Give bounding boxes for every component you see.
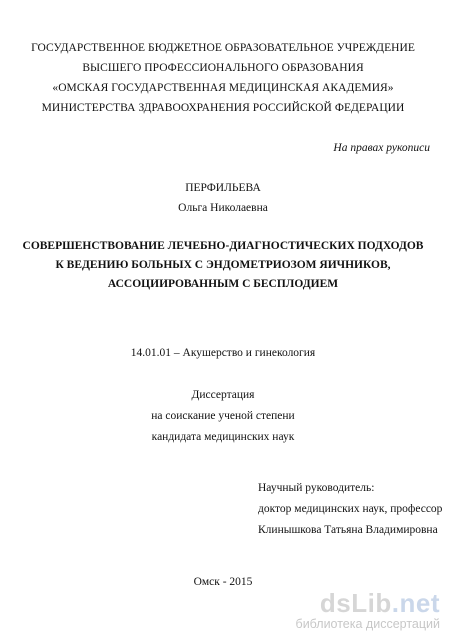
institution-line: ВЫСШЕГО ПРОФЕССИОНАЛЬНОГО ОБРАЗОВАНИЯ — [82, 62, 364, 74]
degree-line: на соискание ученой степени — [151, 410, 295, 422]
dslib-watermark — [296, 590, 440, 631]
supervisor-block — [258, 480, 442, 543]
degree-line: Диссертация — [191, 389, 255, 401]
supervisor-line: Клинышкова Татьяна Владимировна — [258, 524, 438, 536]
author-given-names: Ольга Николаевна — [178, 202, 268, 214]
degree-block — [0, 387, 450, 450]
watermark-subtitle: библиотека диссертаций — [295, 617, 440, 631]
specialty-code: 14.01.01 – Акушерство и гинекология — [130, 347, 316, 359]
degree-line: кандидата медицинских наук — [151, 431, 295, 443]
institution-header — [0, 40, 450, 120]
manuscript-note: На правах рукописи — [333, 142, 430, 154]
title-line: К ВЕДЕНИЮ БОЛЬНЫХ С ЭНДОМЕТРИОЗОМ ЯИЧНИКОВ, — [55, 259, 391, 271]
watermark-logo-suffix: .net — [391, 588, 440, 618]
supervisor-line: Научный руководитель: — [258, 482, 375, 494]
title-line: АССОЦИИРОВАННЫМ С БЕСПЛОДИЕМ — [107, 278, 339, 290]
author-block — [0, 180, 450, 220]
watermark-logo-main: dsLib — [319, 588, 392, 618]
author-surname: ПЕРФИЛЬЕВА — [185, 182, 261, 194]
title-line: СОВЕРШЕНСТВОВАНИЕ ЛЕЧЕБНО-ДИАГНОСТИЧЕСКИХ ПОДХОДОВ — [22, 240, 424, 252]
institution-line: «ОМСКАЯ ГОСУДАРСТВЕННАЯ МЕДИЦИНСКАЯ АКАДЕМИЯ» — [52, 82, 394, 94]
supervisor-line: доктор медицинских наук, профессор — [258, 503, 443, 515]
city-year: Омск - 2015 — [193, 576, 253, 588]
watermark-logo — [296, 590, 440, 616]
institution-line: ГОСУДАРСТВЕННОЕ БЮДЖЕТНОЕ ОБРАЗОВАТЕЛЬНОЕ УЧРЕЖДЕНИЕ — [31, 42, 415, 54]
institution-line: МИНИСТЕРСТВА ЗДРАВООХРАНЕНИЯ РОССИЙСКОЙ ФЕДЕРАЦИИ — [41, 102, 405, 114]
dissertation-title — [0, 238, 450, 295]
